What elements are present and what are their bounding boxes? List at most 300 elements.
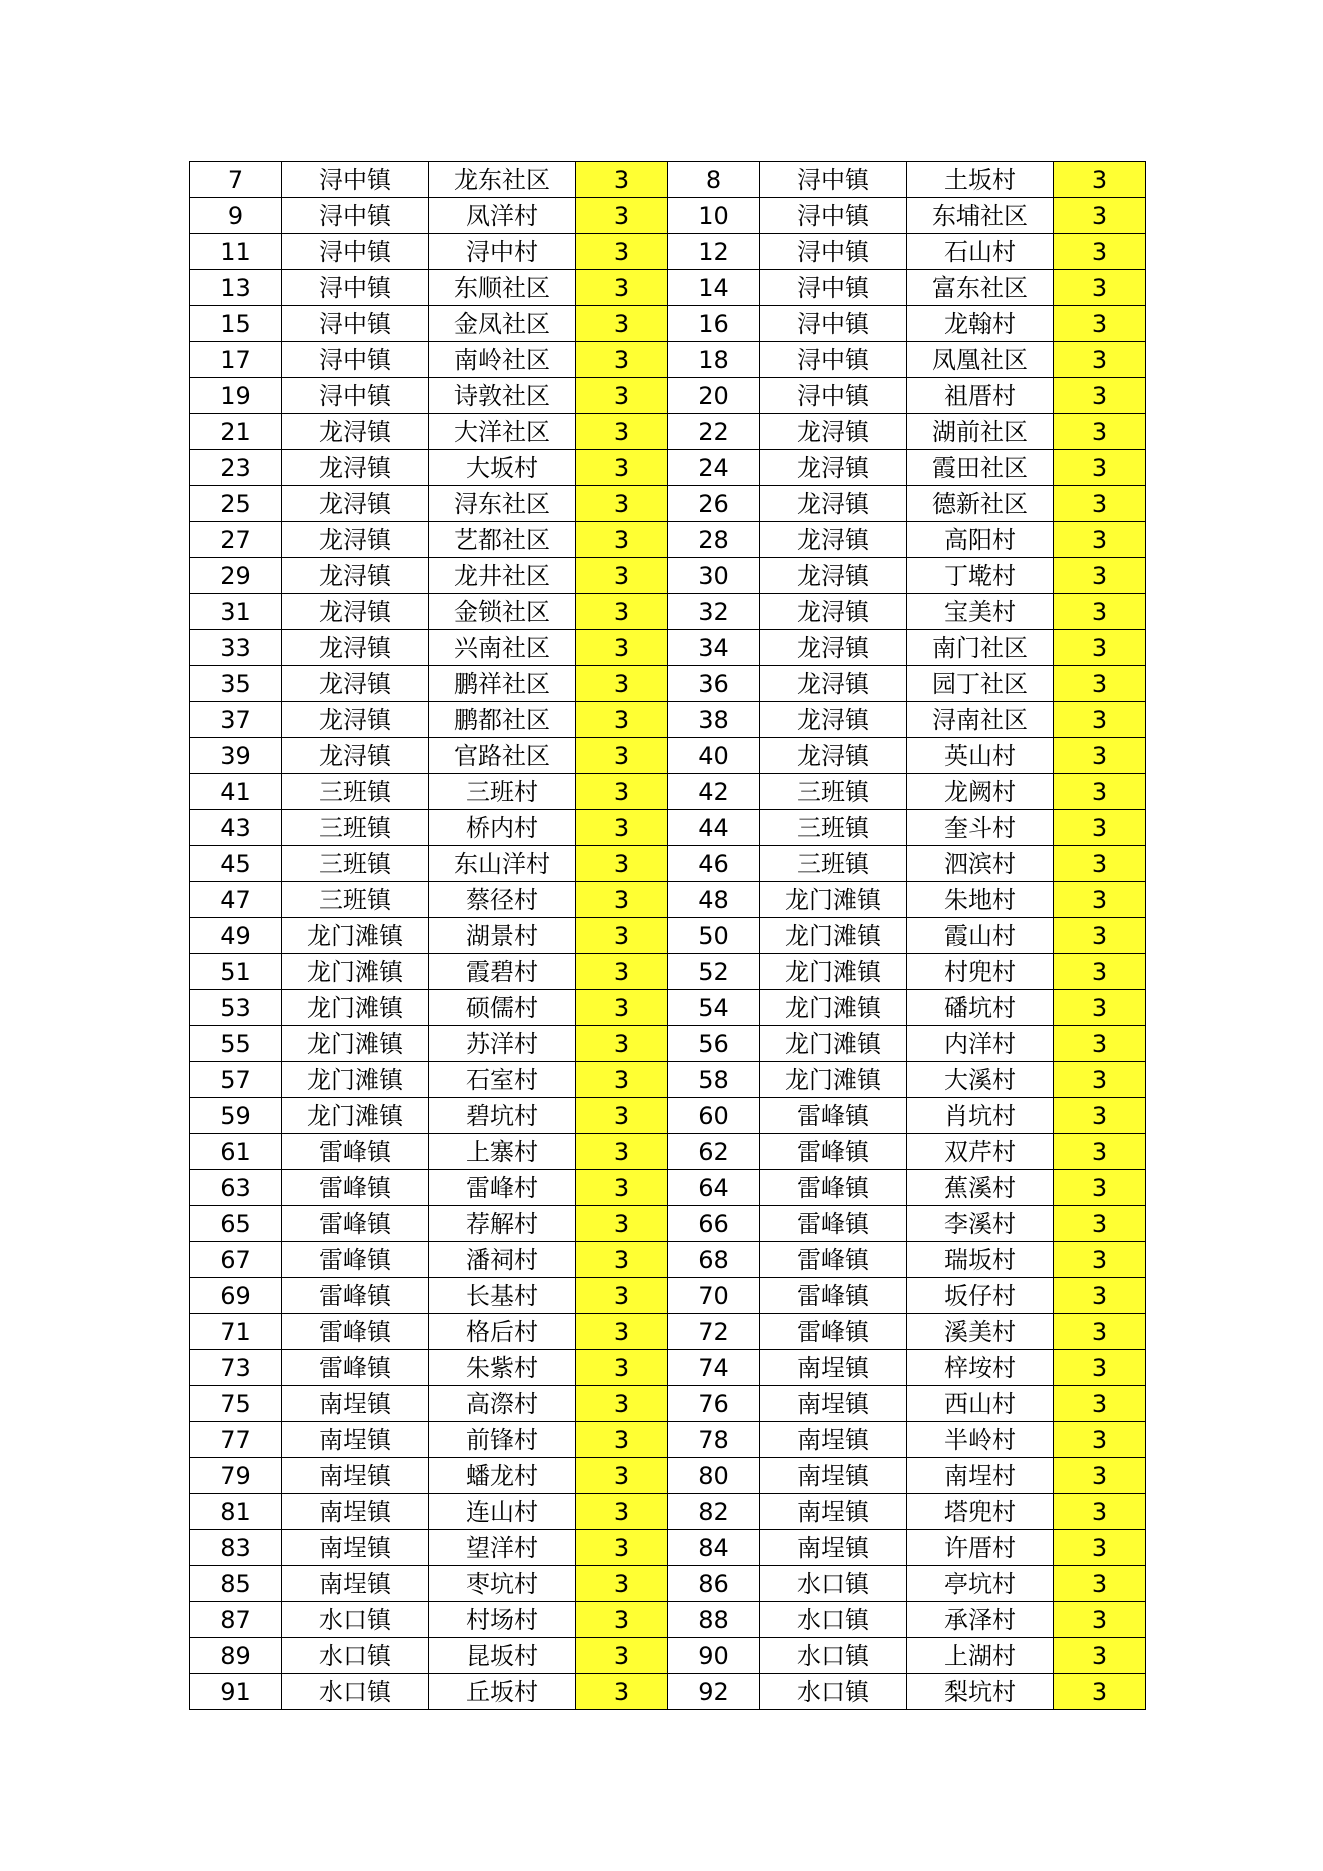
right-quota-count-cell: 3: [1054, 1278, 1146, 1314]
table-row: [190, 1674, 1146, 1710]
right-town-name-cell: 雷峰镇: [760, 1170, 907, 1206]
left-row-number-cell: 19: [190, 378, 282, 414]
left-village-name-cell: 高漈村: [429, 1386, 576, 1422]
left-row-number-cell: 27: [190, 522, 282, 558]
left-quota-count-cell: 3: [576, 306, 668, 342]
left-village-name-cell: 龙井社区: [429, 558, 576, 594]
left-village-name-cell: 连山村: [429, 1494, 576, 1530]
village-quota-table: [189, 161, 1146, 1710]
left-quota-count-cell: 3: [576, 1566, 668, 1602]
right-village-name-cell: 亭坑村: [907, 1566, 1054, 1602]
right-village-name-cell: 梓垵村: [907, 1350, 1054, 1386]
left-town-name-cell: 龙浔镇: [282, 630, 429, 666]
left-quota-count-cell: 3: [576, 342, 668, 378]
left-village-name-cell: 鹏都社区: [429, 702, 576, 738]
left-town-name-cell: 龙浔镇: [282, 486, 429, 522]
left-quota-count-cell: 3: [576, 558, 668, 594]
left-village-name-cell: 雷峰村: [429, 1170, 576, 1206]
right-row-number-cell: 88: [668, 1602, 760, 1638]
right-town-name-cell: 龙浔镇: [760, 414, 907, 450]
right-town-name-cell: 南埕镇: [760, 1386, 907, 1422]
left-village-name-cell: 兴南社区: [429, 630, 576, 666]
left-row-number-cell: 43: [190, 810, 282, 846]
right-quota-count-cell: 3: [1054, 306, 1146, 342]
right-row-number-cell: 30: [668, 558, 760, 594]
left-town-name-cell: 龙门滩镇: [282, 1062, 429, 1098]
right-row-number-cell: 34: [668, 630, 760, 666]
right-row-number-cell: 28: [668, 522, 760, 558]
left-village-name-cell: 村场村: [429, 1602, 576, 1638]
left-town-name-cell: 浔中镇: [282, 306, 429, 342]
right-village-name-cell: 祖厝村: [907, 378, 1054, 414]
right-village-name-cell: 大溪村: [907, 1062, 1054, 1098]
left-town-name-cell: 龙浔镇: [282, 666, 429, 702]
left-quota-count-cell: 3: [576, 1134, 668, 1170]
table-row: [190, 1530, 1146, 1566]
right-quota-count-cell: 3: [1054, 162, 1146, 198]
right-town-name-cell: 雷峰镇: [760, 1098, 907, 1134]
left-town-name-cell: 南埕镇: [282, 1386, 429, 1422]
right-village-name-cell: 梨坑村: [907, 1674, 1054, 1710]
right-quota-count-cell: 3: [1054, 522, 1146, 558]
right-row-number-cell: 38: [668, 702, 760, 738]
left-row-number-cell: 31: [190, 594, 282, 630]
right-town-name-cell: 水口镇: [760, 1638, 907, 1674]
left-row-number-cell: 79: [190, 1458, 282, 1494]
right-town-name-cell: 雷峰镇: [760, 1134, 907, 1170]
table-row: [190, 342, 1146, 378]
left-town-name-cell: 龙浔镇: [282, 558, 429, 594]
left-row-number-cell: 65: [190, 1206, 282, 1242]
left-row-number-cell: 45: [190, 846, 282, 882]
right-row-number-cell: 52: [668, 954, 760, 990]
left-quota-count-cell: 3: [576, 378, 668, 414]
left-town-name-cell: 龙门滩镇: [282, 1098, 429, 1134]
right-village-name-cell: 丁墘村: [907, 558, 1054, 594]
right-row-number-cell: 44: [668, 810, 760, 846]
table-row: [190, 270, 1146, 306]
left-village-name-cell: 湖景村: [429, 918, 576, 954]
left-row-number-cell: 83: [190, 1530, 282, 1566]
right-village-name-cell: 许厝村: [907, 1530, 1054, 1566]
left-quota-count-cell: 3: [576, 702, 668, 738]
table-row: [190, 1206, 1146, 1242]
right-town-name-cell: 龙浔镇: [760, 702, 907, 738]
left-town-name-cell: 浔中镇: [282, 378, 429, 414]
left-quota-count-cell: 3: [576, 1386, 668, 1422]
left-row-number-cell: 21: [190, 414, 282, 450]
right-row-number-cell: 82: [668, 1494, 760, 1530]
left-quota-count-cell: 3: [576, 198, 668, 234]
right-town-name-cell: 龙门滩镇: [760, 1026, 907, 1062]
left-quota-count-cell: 3: [576, 270, 668, 306]
left-village-name-cell: 凤洋村: [429, 198, 576, 234]
right-village-name-cell: 磻坑村: [907, 990, 1054, 1026]
left-row-number-cell: 7: [190, 162, 282, 198]
left-town-name-cell: 雷峰镇: [282, 1350, 429, 1386]
left-quota-count-cell: 3: [576, 846, 668, 882]
left-town-name-cell: 南埕镇: [282, 1494, 429, 1530]
table-row: [190, 162, 1146, 198]
left-quota-count-cell: 3: [576, 918, 668, 954]
table-row: [190, 702, 1146, 738]
table-row: [190, 666, 1146, 702]
right-village-name-cell: 湖前社区: [907, 414, 1054, 450]
right-village-name-cell: 内洋村: [907, 1026, 1054, 1062]
table-row: [190, 738, 1146, 774]
right-row-number-cell: 50: [668, 918, 760, 954]
left-quota-count-cell: 3: [576, 1242, 668, 1278]
right-row-number-cell: 72: [668, 1314, 760, 1350]
right-village-name-cell: 浔南社区: [907, 702, 1054, 738]
right-village-name-cell: 蕉溪村: [907, 1170, 1054, 1206]
left-row-number-cell: 81: [190, 1494, 282, 1530]
right-town-name-cell: 雷峰镇: [760, 1314, 907, 1350]
right-quota-count-cell: 3: [1054, 774, 1146, 810]
left-village-name-cell: 官路社区: [429, 738, 576, 774]
right-village-name-cell: 龙阙村: [907, 774, 1054, 810]
right-quota-count-cell: 3: [1054, 234, 1146, 270]
left-quota-count-cell: 3: [576, 1458, 668, 1494]
left-row-number-cell: 35: [190, 666, 282, 702]
right-quota-count-cell: 3: [1054, 342, 1146, 378]
left-village-name-cell: 丘坂村: [429, 1674, 576, 1710]
left-quota-count-cell: 3: [576, 1206, 668, 1242]
right-quota-count-cell: 3: [1054, 1566, 1146, 1602]
left-town-name-cell: 浔中镇: [282, 270, 429, 306]
right-town-name-cell: 龙门滩镇: [760, 918, 907, 954]
left-village-name-cell: 东山洋村: [429, 846, 576, 882]
left-row-number-cell: 55: [190, 1026, 282, 1062]
left-row-number-cell: 73: [190, 1350, 282, 1386]
left-quota-count-cell: 3: [576, 810, 668, 846]
right-row-number-cell: 12: [668, 234, 760, 270]
left-quota-count-cell: 3: [576, 1494, 668, 1530]
left-quota-count-cell: 3: [576, 594, 668, 630]
left-village-name-cell: 昆坂村: [429, 1638, 576, 1674]
left-village-name-cell: 上寨村: [429, 1134, 576, 1170]
right-quota-count-cell: 3: [1054, 1422, 1146, 1458]
left-town-name-cell: 龙浔镇: [282, 522, 429, 558]
right-village-name-cell: 李溪村: [907, 1206, 1054, 1242]
right-town-name-cell: 水口镇: [760, 1566, 907, 1602]
left-town-name-cell: 龙门滩镇: [282, 990, 429, 1026]
left-town-name-cell: 水口镇: [282, 1674, 429, 1710]
right-quota-count-cell: 3: [1054, 1602, 1146, 1638]
right-town-name-cell: 南埕镇: [760, 1458, 907, 1494]
left-row-number-cell: 77: [190, 1422, 282, 1458]
left-row-number-cell: 67: [190, 1242, 282, 1278]
table-row: [190, 234, 1146, 270]
table-row: [190, 1638, 1146, 1674]
right-quota-count-cell: 3: [1054, 738, 1146, 774]
right-village-name-cell: 高阳村: [907, 522, 1054, 558]
right-village-name-cell: 园丁社区: [907, 666, 1054, 702]
left-row-number-cell: 11: [190, 234, 282, 270]
right-town-name-cell: 三班镇: [760, 774, 907, 810]
right-quota-count-cell: 3: [1054, 1314, 1146, 1350]
right-row-number-cell: 78: [668, 1422, 760, 1458]
left-village-name-cell: 龙东社区: [429, 162, 576, 198]
right-quota-count-cell: 3: [1054, 1638, 1146, 1674]
table-row: [190, 810, 1146, 846]
left-row-number-cell: 87: [190, 1602, 282, 1638]
right-row-number-cell: 90: [668, 1638, 760, 1674]
right-row-number-cell: 42: [668, 774, 760, 810]
right-town-name-cell: 浔中镇: [760, 162, 907, 198]
table-row: [190, 306, 1146, 342]
right-town-name-cell: 三班镇: [760, 810, 907, 846]
left-row-number-cell: 23: [190, 450, 282, 486]
left-village-name-cell: 碧坑村: [429, 1098, 576, 1134]
right-row-number-cell: 62: [668, 1134, 760, 1170]
left-town-name-cell: 三班镇: [282, 810, 429, 846]
left-village-name-cell: 前锋村: [429, 1422, 576, 1458]
right-quota-count-cell: 3: [1054, 198, 1146, 234]
right-row-number-cell: 92: [668, 1674, 760, 1710]
right-quota-count-cell: 3: [1054, 846, 1146, 882]
left-quota-count-cell: 3: [576, 1350, 668, 1386]
right-village-name-cell: 肖坑村: [907, 1098, 1054, 1134]
left-quota-count-cell: 3: [576, 1638, 668, 1674]
left-row-number-cell: 69: [190, 1278, 282, 1314]
right-row-number-cell: 32: [668, 594, 760, 630]
table-row: [190, 414, 1146, 450]
right-row-number-cell: 80: [668, 1458, 760, 1494]
table-row: [190, 1062, 1146, 1098]
right-row-number-cell: 8: [668, 162, 760, 198]
right-quota-count-cell: 3: [1054, 1170, 1146, 1206]
right-row-number-cell: 70: [668, 1278, 760, 1314]
right-row-number-cell: 86: [668, 1566, 760, 1602]
left-village-name-cell: 蔡径村: [429, 882, 576, 918]
left-village-name-cell: 枣坑村: [429, 1566, 576, 1602]
left-town-name-cell: 浔中镇: [282, 198, 429, 234]
right-quota-count-cell: 3: [1054, 414, 1146, 450]
table-row: [190, 1422, 1146, 1458]
right-town-name-cell: 水口镇: [760, 1602, 907, 1638]
table-row: [190, 954, 1146, 990]
right-row-number-cell: 16: [668, 306, 760, 342]
table-row: [190, 1494, 1146, 1530]
left-village-name-cell: 蟠龙村: [429, 1458, 576, 1494]
left-village-name-cell: 格后村: [429, 1314, 576, 1350]
left-row-number-cell: 89: [190, 1638, 282, 1674]
right-town-name-cell: 龙门滩镇: [760, 1062, 907, 1098]
right-quota-count-cell: 3: [1054, 882, 1146, 918]
right-row-number-cell: 10: [668, 198, 760, 234]
left-row-number-cell: 85: [190, 1566, 282, 1602]
right-row-number-cell: 48: [668, 882, 760, 918]
left-quota-count-cell: 3: [576, 1062, 668, 1098]
right-quota-count-cell: 3: [1054, 486, 1146, 522]
right-town-name-cell: 龙门滩镇: [760, 954, 907, 990]
left-village-name-cell: 荐解村: [429, 1206, 576, 1242]
right-town-name-cell: 浔中镇: [760, 342, 907, 378]
right-row-number-cell: 18: [668, 342, 760, 378]
right-quota-count-cell: 3: [1054, 270, 1146, 306]
right-town-name-cell: 水口镇: [760, 1674, 907, 1710]
left-row-number-cell: 13: [190, 270, 282, 306]
table-row: [190, 558, 1146, 594]
left-quota-count-cell: 3: [576, 882, 668, 918]
table-row: [190, 594, 1146, 630]
left-quota-count-cell: 3: [576, 1602, 668, 1638]
left-quota-count-cell: 3: [576, 1278, 668, 1314]
left-village-name-cell: 石室村: [429, 1062, 576, 1098]
right-town-name-cell: 雷峰镇: [760, 1278, 907, 1314]
left-quota-count-cell: 3: [576, 1314, 668, 1350]
table-row: [190, 1458, 1146, 1494]
left-town-name-cell: 南埕镇: [282, 1422, 429, 1458]
right-quota-count-cell: 3: [1054, 1026, 1146, 1062]
left-quota-count-cell: 3: [576, 630, 668, 666]
left-row-number-cell: 41: [190, 774, 282, 810]
table-row: [190, 1566, 1146, 1602]
left-town-name-cell: 雷峰镇: [282, 1278, 429, 1314]
right-town-name-cell: 浔中镇: [760, 198, 907, 234]
right-town-name-cell: 龙浔镇: [760, 522, 907, 558]
left-town-name-cell: 龙门滩镇: [282, 954, 429, 990]
left-village-name-cell: 浔中村: [429, 234, 576, 270]
left-quota-count-cell: 3: [576, 1674, 668, 1710]
left-quota-count-cell: 3: [576, 162, 668, 198]
left-town-name-cell: 南埕镇: [282, 1458, 429, 1494]
left-quota-count-cell: 3: [576, 1026, 668, 1062]
table-row: [190, 1170, 1146, 1206]
table-row: [190, 990, 1146, 1026]
right-row-number-cell: 40: [668, 738, 760, 774]
left-row-number-cell: 49: [190, 918, 282, 954]
right-quota-count-cell: 3: [1054, 1458, 1146, 1494]
left-village-name-cell: 长基村: [429, 1278, 576, 1314]
left-town-name-cell: 龙浔镇: [282, 414, 429, 450]
right-town-name-cell: 龙浔镇: [760, 450, 907, 486]
left-row-number-cell: 15: [190, 306, 282, 342]
left-village-name-cell: 硕儒村: [429, 990, 576, 1026]
right-row-number-cell: 20: [668, 378, 760, 414]
left-village-name-cell: 东顺社区: [429, 270, 576, 306]
left-quota-count-cell: 3: [576, 666, 668, 702]
left-town-name-cell: 三班镇: [282, 846, 429, 882]
left-quota-count-cell: 3: [576, 738, 668, 774]
right-village-name-cell: 德新社区: [907, 486, 1054, 522]
left-village-name-cell: 大坂村: [429, 450, 576, 486]
table-row: [190, 450, 1146, 486]
left-town-name-cell: 雷峰镇: [282, 1170, 429, 1206]
left-quota-count-cell: 3: [576, 1098, 668, 1134]
left-town-name-cell: 水口镇: [282, 1602, 429, 1638]
left-quota-count-cell: 3: [576, 522, 668, 558]
table-row: [190, 198, 1146, 234]
table-row: [190, 1242, 1146, 1278]
left-town-name-cell: 雷峰镇: [282, 1242, 429, 1278]
right-village-name-cell: 南埕村: [907, 1458, 1054, 1494]
right-row-number-cell: 56: [668, 1026, 760, 1062]
right-row-number-cell: 36: [668, 666, 760, 702]
right-town-name-cell: 南埕镇: [760, 1494, 907, 1530]
right-village-name-cell: 坂仔村: [907, 1278, 1054, 1314]
right-row-number-cell: 68: [668, 1242, 760, 1278]
table-row: [190, 522, 1146, 558]
table-body: [190, 162, 1146, 1710]
left-village-name-cell: 潘祠村: [429, 1242, 576, 1278]
right-town-name-cell: 龙浔镇: [760, 738, 907, 774]
left-row-number-cell: 37: [190, 702, 282, 738]
right-village-name-cell: 瑞坂村: [907, 1242, 1054, 1278]
right-town-name-cell: 雷峰镇: [760, 1206, 907, 1242]
left-quota-count-cell: 3: [576, 990, 668, 1026]
right-quota-count-cell: 3: [1054, 990, 1146, 1026]
right-row-number-cell: 84: [668, 1530, 760, 1566]
left-village-name-cell: 鹏祥社区: [429, 666, 576, 702]
left-quota-count-cell: 3: [576, 1530, 668, 1566]
right-village-name-cell: 富东社区: [907, 270, 1054, 306]
right-village-name-cell: 双芹村: [907, 1134, 1054, 1170]
left-town-name-cell: 龙浔镇: [282, 594, 429, 630]
table-row: [190, 1134, 1146, 1170]
left-quota-count-cell: 3: [576, 414, 668, 450]
right-village-name-cell: 石山村: [907, 234, 1054, 270]
right-town-name-cell: 龙浔镇: [760, 630, 907, 666]
left-town-name-cell: 龙浔镇: [282, 450, 429, 486]
left-town-name-cell: 龙浔镇: [282, 702, 429, 738]
right-quota-count-cell: 3: [1054, 558, 1146, 594]
right-village-name-cell: 奎斗村: [907, 810, 1054, 846]
left-town-name-cell: 雷峰镇: [282, 1314, 429, 1350]
left-quota-count-cell: 3: [576, 450, 668, 486]
right-quota-count-cell: 3: [1054, 630, 1146, 666]
left-village-name-cell: 大洋社区: [429, 414, 576, 450]
table-row: [190, 774, 1146, 810]
right-quota-count-cell: 3: [1054, 666, 1146, 702]
table-row: [190, 378, 1146, 414]
table-row: [190, 1314, 1146, 1350]
left-town-name-cell: 雷峰镇: [282, 1206, 429, 1242]
left-village-name-cell: 桥内村: [429, 810, 576, 846]
left-village-name-cell: 苏洋村: [429, 1026, 576, 1062]
right-row-number-cell: 66: [668, 1206, 760, 1242]
left-row-number-cell: 33: [190, 630, 282, 666]
left-town-name-cell: 龙浔镇: [282, 738, 429, 774]
right-village-name-cell: 村兜村: [907, 954, 1054, 990]
table-row: [190, 1026, 1146, 1062]
table-row: [190, 486, 1146, 522]
right-quota-count-cell: 3: [1054, 1494, 1146, 1530]
table-row: [190, 1350, 1146, 1386]
right-town-name-cell: 南埕镇: [760, 1530, 907, 1566]
right-village-name-cell: 霞田社区: [907, 450, 1054, 486]
right-village-name-cell: 土坂村: [907, 162, 1054, 198]
right-town-name-cell: 龙浔镇: [760, 558, 907, 594]
right-quota-count-cell: 3: [1054, 810, 1146, 846]
right-village-name-cell: 南门社区: [907, 630, 1054, 666]
left-town-name-cell: 浔中镇: [282, 234, 429, 270]
right-village-name-cell: 龙翰村: [907, 306, 1054, 342]
left-row-number-cell: 51: [190, 954, 282, 990]
left-village-name-cell: 金锁社区: [429, 594, 576, 630]
right-quota-count-cell: 3: [1054, 702, 1146, 738]
left-village-name-cell: 诗敦社区: [429, 378, 576, 414]
left-town-name-cell: 南埕镇: [282, 1566, 429, 1602]
left-row-number-cell: 9: [190, 198, 282, 234]
right-quota-count-cell: 3: [1054, 1062, 1146, 1098]
left-quota-count-cell: 3: [576, 234, 668, 270]
left-village-name-cell: 艺都社区: [429, 522, 576, 558]
left-row-number-cell: 59: [190, 1098, 282, 1134]
left-row-number-cell: 57: [190, 1062, 282, 1098]
left-row-number-cell: 39: [190, 738, 282, 774]
